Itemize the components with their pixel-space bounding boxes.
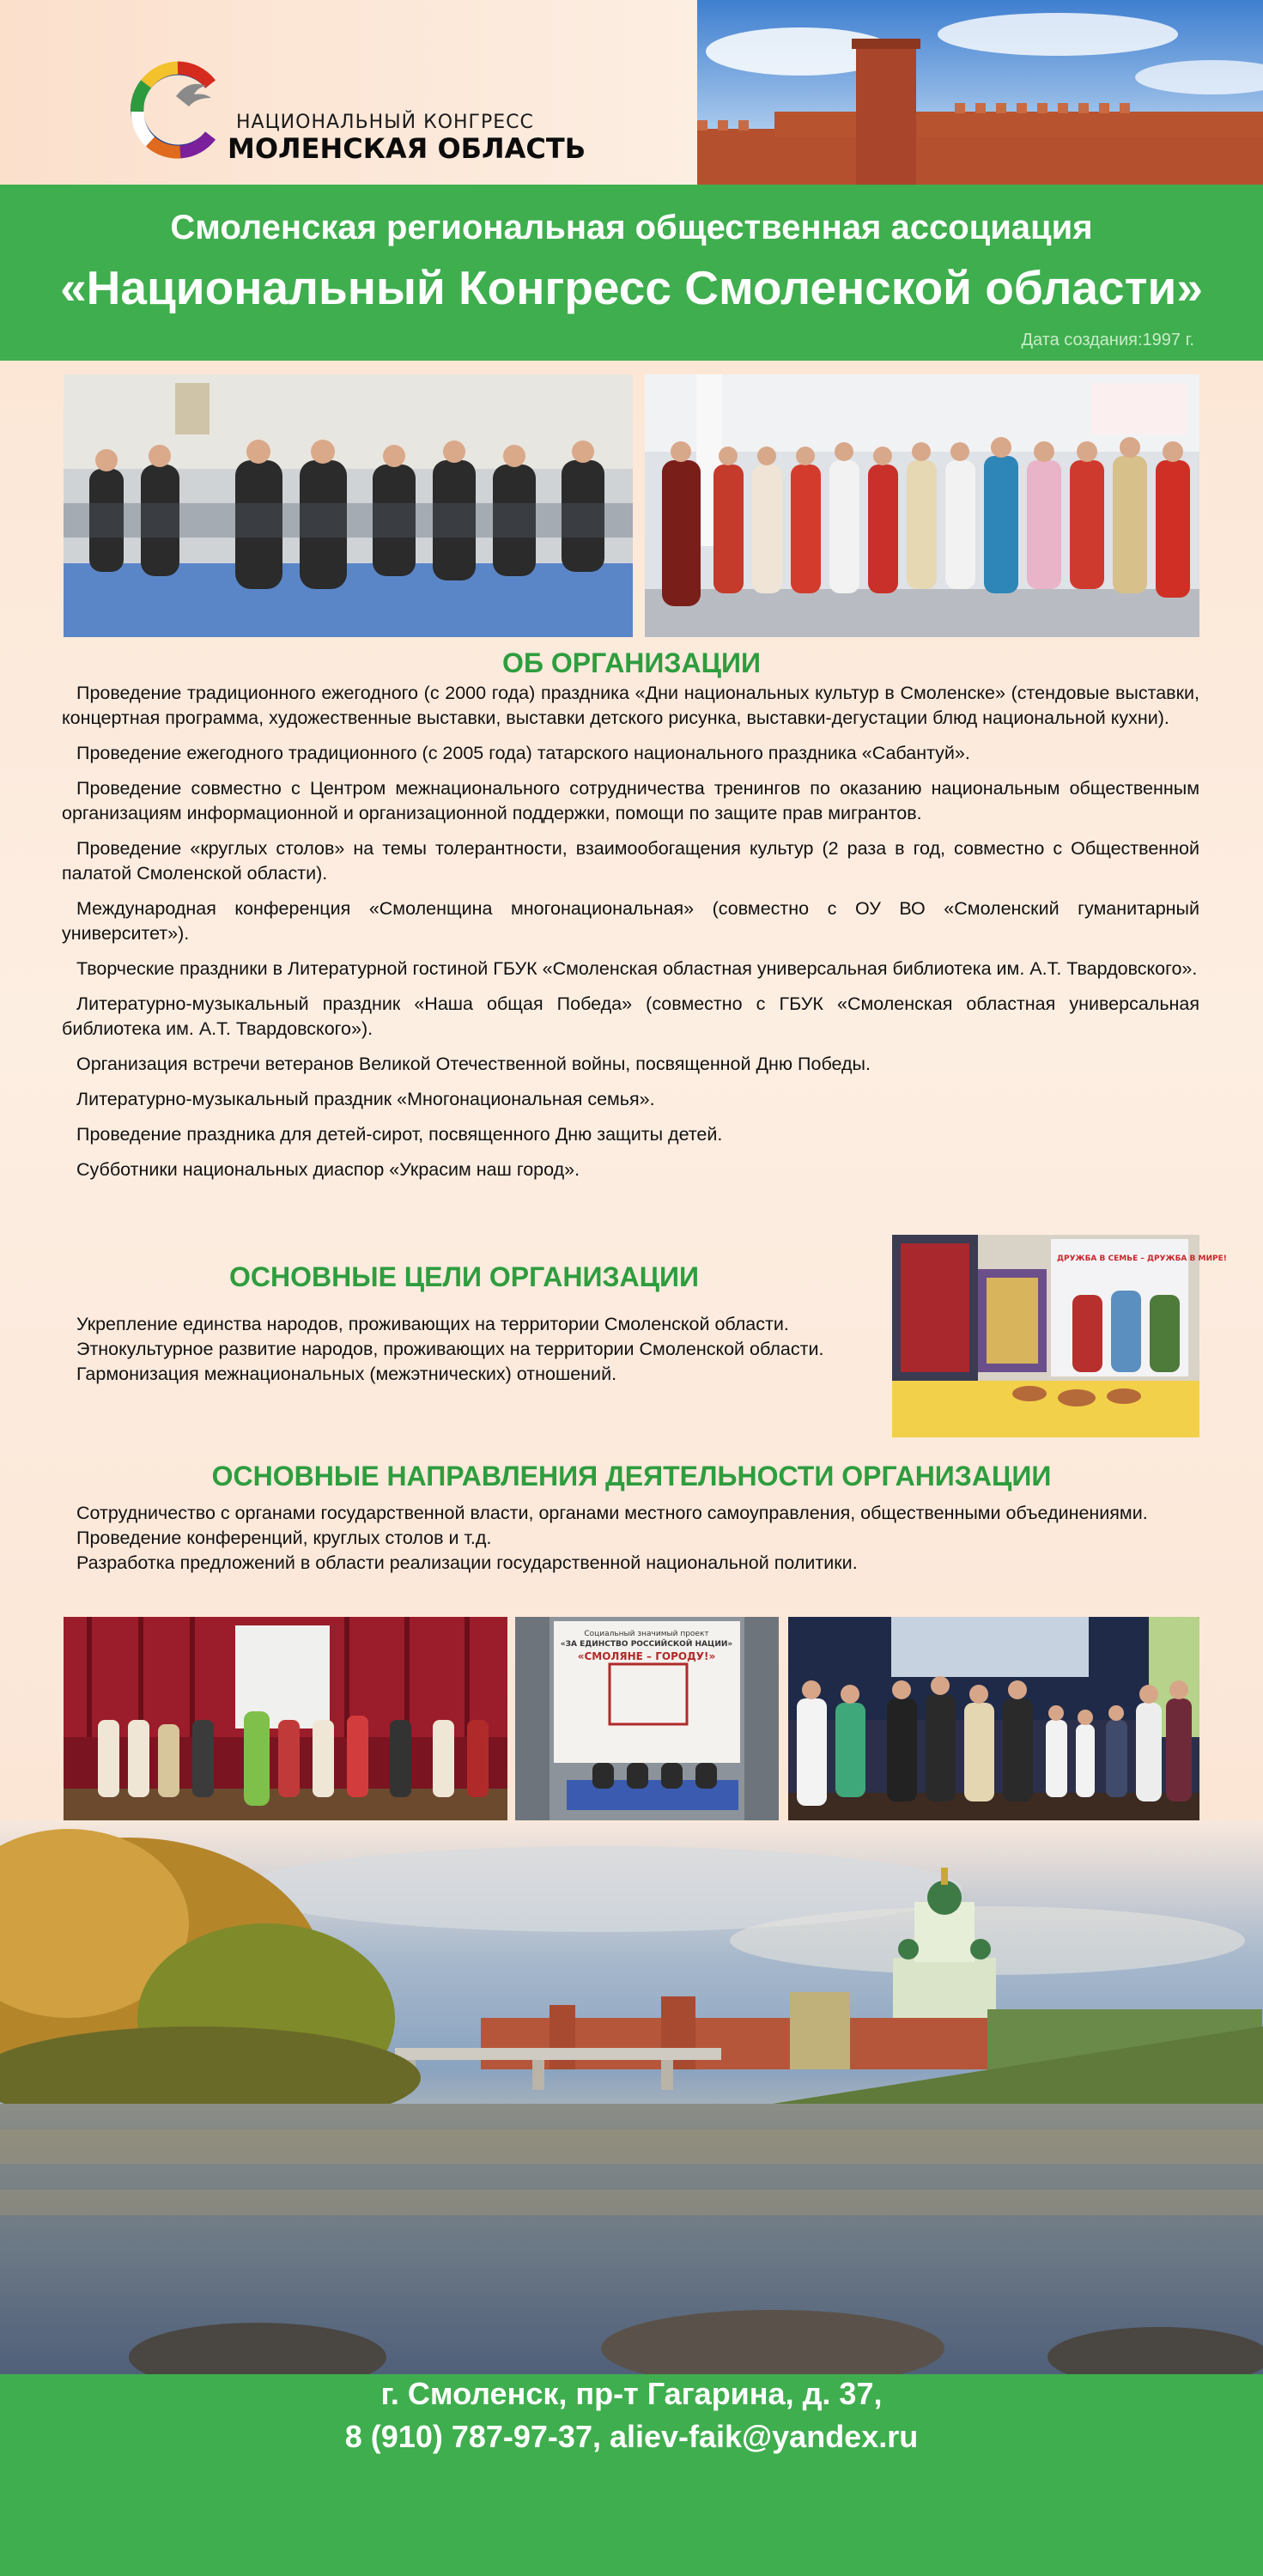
about-list xyxy=(62,681,1199,1193)
org-title: «Национальный Конгресс Смоленской области» xyxy=(60,261,1203,314)
about-item: Организация встречи ветеранов Великой Отечественной войны, посвященной Дню Победы. xyxy=(76,1054,871,1074)
banner-line1: Социальный значимый проект xyxy=(584,1630,709,1638)
direction-item: Сотрудничество с органами государственной власти, органами местного самоуправления, общественными объединениями. xyxy=(76,1503,1148,1523)
about-item: Проведение традиционного ежегодного (с 2000 года) праздника «Дни национальных культур в Смоленске» (стендовые выставки, концертная программа, художественные выставки, выставки детского рисунка, выставки-дегустации блюд национальной кухни). xyxy=(62,683,1199,728)
banner-line2: «ЗА ЕДИНСТВО РОССИЙСКОЙ НАЦИИ» xyxy=(560,1640,733,1649)
banner-line3: «СМОЛЯНЕ – ГОРОДУ!» xyxy=(577,1650,716,1662)
about-item: Литературно-музыкальный праздник «Многонациональная семья». xyxy=(76,1089,655,1109)
exhibition-sign-text: ДРУЖБА В СЕМЬЕ – ДРУЖБА В МИРЕ! xyxy=(1057,1255,1227,1263)
about-item: Проведение ежегодного традиционного (с 2005 года) татарского национального праздника «Сабантуй». xyxy=(76,743,970,763)
about-item: Субботники национальных диаспор «Украсим наш город». xyxy=(76,1159,580,1180)
direction-item: Проведение конференций, круглых столов и т.д. xyxy=(76,1528,492,1548)
goal-item: Укрепление единства народов, проживающих на территории Смоленской области. xyxy=(76,1314,789,1334)
photo-exhibition-stand xyxy=(892,1235,1227,1437)
photo-national-costumes xyxy=(645,374,1199,637)
header-fortress-photo xyxy=(697,0,1263,185)
about-item: Литературно-музыкальный праздник «Наша общая Победа» (совместно с ГБУК «Смоленская областная универсальная библиотека им. А.Т. Твардовского»). xyxy=(62,993,1199,1039)
about-heading: ОБ ОРГАНИЗАЦИИ xyxy=(502,647,761,678)
goals-heading: ОСНОВНЫЕ ЦЕЛИ ОРГАНИЗАЦИИ xyxy=(229,1261,699,1292)
about-item: Проведение «круглых столов» на темы толерантности, взаимообогащения культур (2 раза в год, совместно с Общественной палатой Смоленской области). xyxy=(62,838,1199,884)
photo-conference-audience xyxy=(64,374,633,637)
address-text: г. Смоленск, пр-т Гагарина, д. 37, xyxy=(380,2376,883,2411)
directions-heading: ОСНОВНЫЕ НАПРАВЛЕНИЯ ДЕЯТЕЛЬНОСТИ ОРГАНИЗАЦИИ xyxy=(211,1461,1052,1492)
about-item: Творческие праздники в Литературной гостиной ГБУК «Смоленская областная универсальная библиотека им. А.Т. Твардовского». xyxy=(76,958,1198,979)
contacts-text[interactable]: 8 (910) 787-97-37, aliev-faik@yandex.ru xyxy=(344,2419,919,2454)
photo-family-stage xyxy=(788,1617,1199,1832)
goal-item: Гармонизация межнациональных (межэтнических) отношений. xyxy=(76,1364,617,1384)
goal-item: Этнокультурное развитие народов, проживающих на территории Смоленской области. xyxy=(76,1339,824,1359)
logo-emblem-icon xyxy=(129,60,228,159)
footer xyxy=(0,2374,1263,2576)
about-item: Проведение совместно с Центром межнационального сотрудничества тренингов по оказанию национальным общественным организациям информационной и организационной поддержки, помощи по защите прав мигрантов. xyxy=(62,778,1199,823)
logo-text-line2: МОЛЕНСКАЯ ОБЛАСТЬ xyxy=(228,132,586,165)
founded-date: Дата создания:1997 г. xyxy=(1021,331,1194,349)
logo-text-line1: НАЦИОНАЛЬНЫЙ КОНГРЕСС xyxy=(236,112,534,133)
directions-list xyxy=(62,1501,1199,1576)
org-subtitle: Смоленская региональная общественная ассоциация xyxy=(170,209,1093,246)
title-band xyxy=(0,185,1263,361)
photo-round-table xyxy=(515,1617,779,1832)
about-item: Международная конференция «Смоленщина многонациональная» (совместно с ОУ ВО «Смоленский гуманитарный университет»). xyxy=(62,898,1199,944)
landscape-photo xyxy=(0,1820,1263,2374)
logo xyxy=(129,60,610,163)
direction-item: Разработка предложений в области реализации государственной национальной политики. xyxy=(76,1552,858,1573)
goals-list xyxy=(62,1312,866,1387)
about-item: Проведение праздника для детей-сирот, посвященного Дню защиты детей. xyxy=(76,1124,723,1145)
photo-stage-concert xyxy=(64,1617,507,1832)
